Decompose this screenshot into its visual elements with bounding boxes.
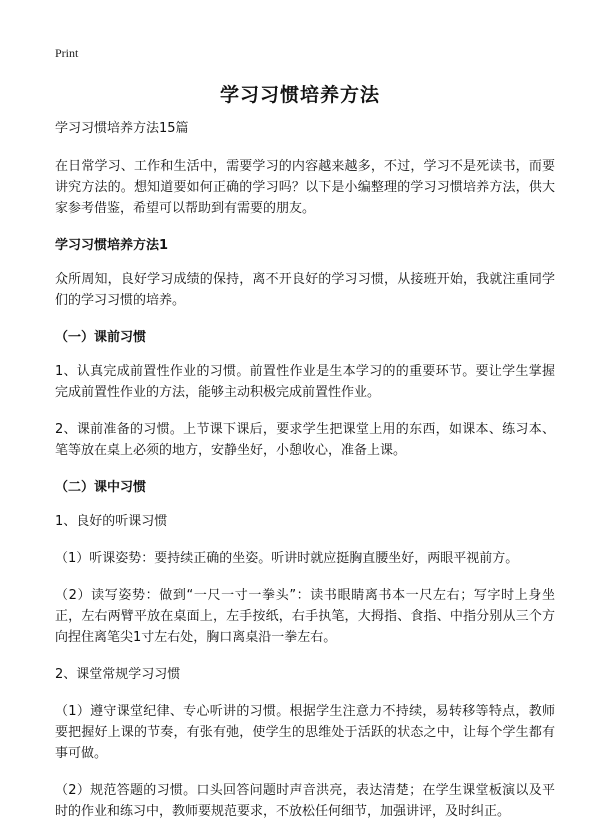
- section-heading: （二）课中习惯: [55, 480, 147, 495]
- print-link[interactable]: Print: [55, 46, 79, 60]
- paragraph: （2）读写姿势：做到“一尺一寸一拳头”：读书眼睛离书本一尺左右；写字时上身坐正，左右两臂平放在桌面上，左手按纸，右手执笔，大拇指、食指、中指分别从三个方向捏住离笔尖1寸左右处，胸口离桌沿一拳左右。: [55, 588, 555, 645]
- paragraph: （1）遵守课堂纪律、专心听讲的习惯。根据学生注意力不持续，易转移等特点，教师要把握好上课的节奏，有张有弛，使学生的思维处于活跃的状态之中，让每个学生都有事可做。: [55, 704, 555, 761]
- paragraph: （2）规范答题的习惯。口头回答问题时声音洪亮，表达清楚；在学生课堂板演以及平时的作业和练习中，教师要规范要求，不放松任何细节，加强讲评，及时纠正。: [55, 783, 555, 819]
- paragraph: 在日常学习、工作和生活中，需要学习的内容越来越多，不过，学习不是死读书，而要讲究方法的。想知道要如何正确的学习吗？以下是小编整理的学习习惯培养方法，供大家参考借鉴，希望可以帮助到有需要的朋友。: [55, 159, 555, 216]
- section-heading: 学习习惯培养方法1: [55, 238, 169, 253]
- article-subtitle: 学习习惯培养方法15篇: [55, 121, 189, 136]
- page-title: 学习习惯培养方法: [219, 84, 380, 106]
- paragraph: 2、课堂常规学习习惯: [55, 667, 181, 682]
- paragraph: 1、良好的听课习惯: [55, 514, 168, 529]
- paragraph: 2、课前准备的习惯。上节课下课后，要求学生把课堂上用的东西，如课本、练习本、笔等放在桌上必须的地方，安静坐好，小憩收心，准备上课。: [55, 422, 555, 458]
- paragraph: （1）听课姿势：要持续正确的坐姿。听讲时就应挺胸直腰坐好，两眼平视前方。: [55, 551, 519, 566]
- paragraph: 1、认真完成前置性作业的习惯。前置性作业是生本学习的的重要环节。要让学生掌握完成前置性作业的方法，能够主动积极完成前置性作业。: [55, 364, 555, 400]
- article-body: [55, 118, 555, 838]
- paragraph: 众所周知，良好学习成绩的保持，离不开良好的学习习惯，从接班开始，我就注重同学们的学习习惯的培养。: [55, 272, 555, 308]
- section-heading: （一）课前习惯: [55, 330, 147, 345]
